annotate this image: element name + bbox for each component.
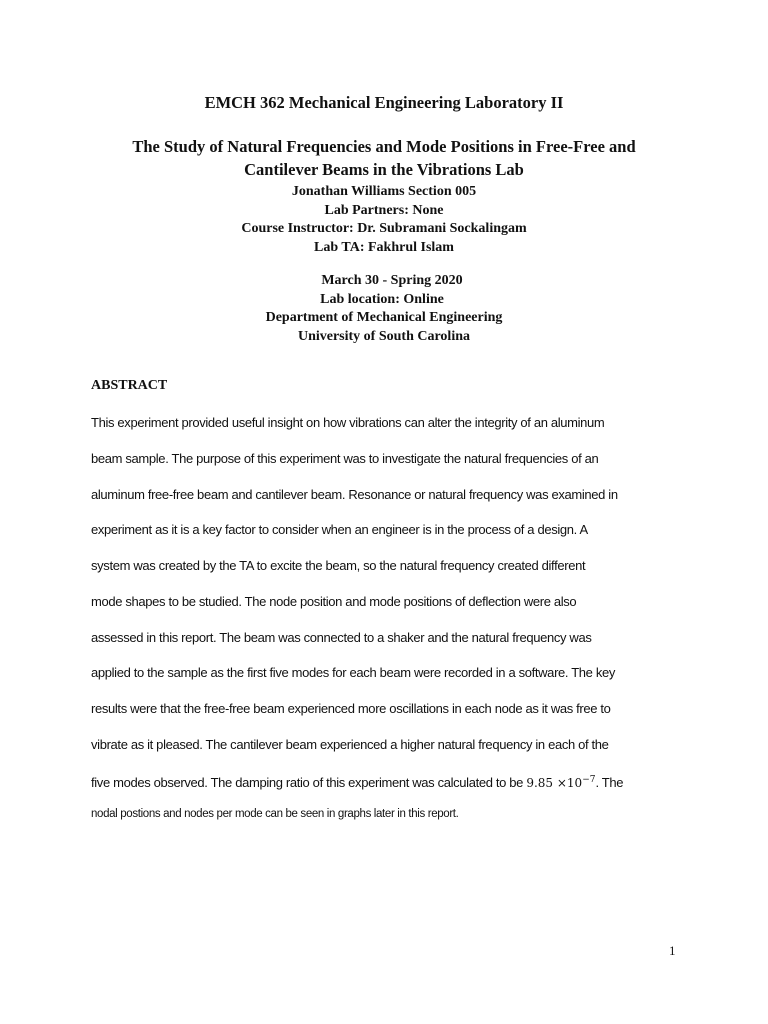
- times-symbol: ×: [556, 775, 567, 790]
- course-instructor: Course Instructor: Dr. Subramani Sockalingam: [241, 221, 527, 236]
- report-date: March 30 - Spring 2020: [321, 273, 463, 288]
- damping-mantissa: 9.85: [526, 775, 554, 790]
- lab-ta: Lab TA: Fakhrul Islam: [314, 239, 454, 255]
- abstract-text: five modes observed. The damping ratio of this experiment was calculated to be: [91, 774, 527, 790]
- abstract-line: assessed in this report. The beam was connected to a shaker and the natural frequency was: [91, 629, 592, 645]
- university: University of South Carolina: [297, 328, 471, 344]
- abstract-line: mode shapes to be studied. The node position and mode positions of deflection were also: [91, 593, 577, 609]
- author-name: Jonathan Williams Section 005: [291, 184, 477, 199]
- page-number: 1: [669, 943, 676, 958]
- abstract-line: results were that the free-free beam experienced more oscillations in each node as it was free to: [91, 701, 611, 716]
- course-title: EMCH 362 Mechanical Engineering Laboratory II: [204, 93, 564, 112]
- abstract-line: This experiment provided useful insight on how vibrations can alter the integrity of an aluminum: [91, 415, 605, 430]
- lab-location: Lab location: Online: [320, 291, 444, 307]
- abstract-body: [91, 405, 691, 798]
- abstract-tail-line: nodal postions and nodes per mode can be seen in graphs later in this report.: [91, 808, 459, 820]
- report-title-line-2: Cantilever Beams in the Vibrations Lab: [244, 160, 524, 179]
- abstract-line: applied to the sample as the first five modes for each beam were recorded in a software. The key: [91, 665, 616, 681]
- abstract-line: aluminum free-free beam and cantilever beam. Resonance or natural frequency was examined in: [91, 486, 618, 502]
- abstract-heading: ABSTRACT: [91, 378, 168, 393]
- abstract-line: system was created by the TA to excite the beam, so the natural frequency created different: [91, 558, 586, 573]
- abstract-line: beam sample. The purpose of this experiment was to investigate the natural frequencies of an: [91, 450, 599, 466]
- department: Department of Mechanical Engineering: [265, 310, 503, 325]
- date-location-info: [0, 272, 768, 346]
- abstract-line-with-damping-ratio: [91, 763, 691, 799]
- damping-ratio-value: [526, 776, 595, 790]
- lab-partners: Lab Partners: None: [324, 202, 444, 218]
- report-title: [0, 135, 768, 181]
- abstract-line: experiment as it is a key factor to consider when an engineer is in the process of a design. A: [91, 522, 588, 538]
- abstract-line: vibrate as it pleased. The cantilever beam experienced a higher natural frequency in each of the: [91, 736, 609, 752]
- author-info: [0, 183, 768, 257]
- report-title-line-1: The Study of Natural Frequencies and Mode Positions in Free-Free and: [132, 137, 636, 156]
- damping-exponent: −7: [582, 774, 596, 785]
- damping-base: 10: [566, 775, 583, 790]
- abstract-text: . The: [595, 774, 624, 790]
